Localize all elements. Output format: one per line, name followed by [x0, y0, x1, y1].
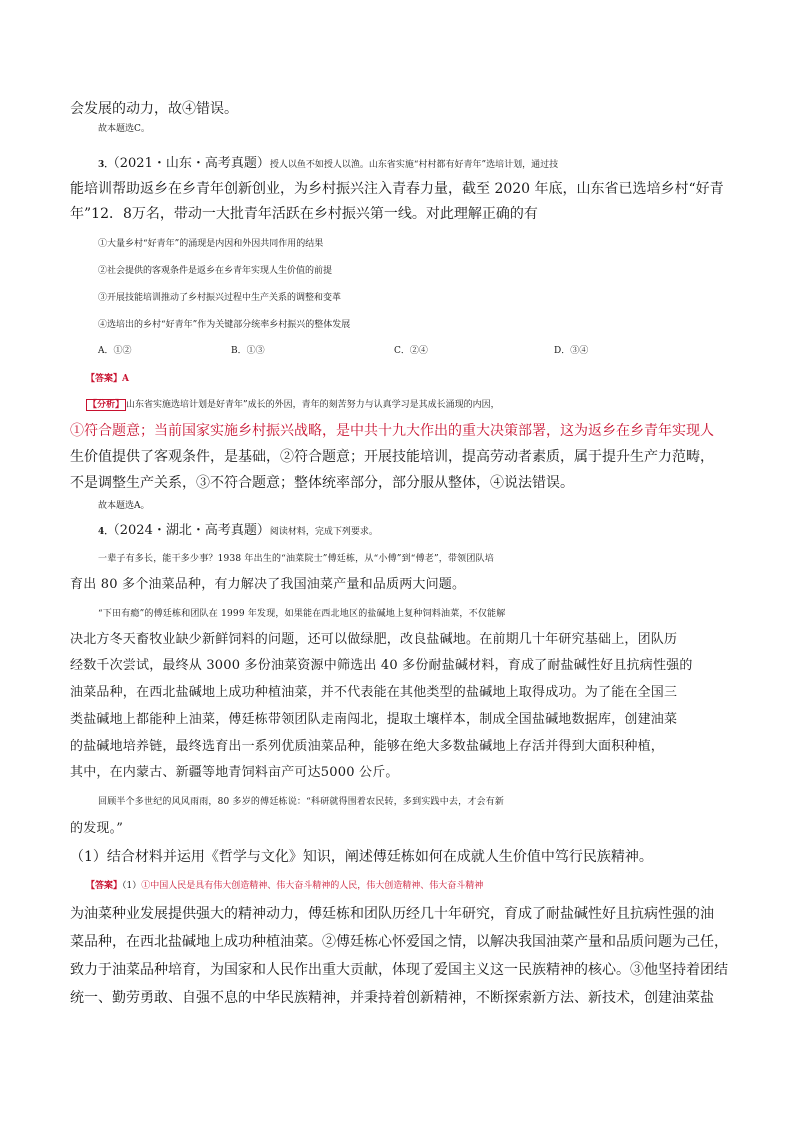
prev-answer-line: 故本题选C。	[98, 124, 150, 134]
question-3-analysis-line3: 生价值提供了客观条件，是基础，②符合题意；开展技能培训，提高劳动者素质，属于提升生产力范畴，	[70, 449, 714, 465]
analysis-text-2: ①符合题意；当前国家实施乡村振兴战略，是中共十九大作出的重大决策部署，这为返乡在乡青年实现人	[70, 423, 714, 439]
question-3-analysis-line4: 不是调整生产关系，③不符合题意；整体统率部分，部分服从整体，④说法错误。	[70, 475, 574, 491]
material-line: 油菜品种，在西北盐碱地上成功种植油菜，并不代表能在其他类型的盐碱地上取得成功。为了能在全国三	[70, 685, 678, 700]
answer-number: （1）	[122, 881, 142, 891]
question-3-item-2: ②社会提供的客观条件是返乡在乡青年实现人生价值的前提	[98, 266, 333, 276]
question-3-item-3: ③开展技能培训推动了乡村振兴过程中生产关系的调整和变革	[98, 293, 342, 303]
answer-text-3: 菜品种，在西北盐碱地上成功种植油菜。②傅廷栋心怀爱国之情，以解决我国油菜产量和品质问题为己任，	[70, 934, 728, 950]
question-4-answer-line3	[70, 933, 730, 951]
question-3-stem-line3: 年”12．8万名，带动一大批青年活跃在乡村振兴第一线。对此理解正确的有	[70, 206, 538, 222]
prev-conclusion-text: 会发展的动力，故④错误。	[70, 101, 238, 117]
option-d: D．③④	[554, 346, 589, 356]
question-3-answer	[86, 370, 746, 388]
question-4-sub1: （1）结合材料并运用《哲学与文化》知识，阐述傅廷栋如何在成就人生价值中笃行民族精神。	[70, 849, 653, 865]
analysis-text-1: 山东省实施选培计划是好青年”成长的外因，青年的刻苦努力与认真学习是其成长涌现的内因，	[126, 400, 500, 410]
question-3-number: 3．	[98, 160, 114, 170]
option-a: A．①②	[98, 346, 132, 356]
question-3-stem-line2: 能培训帮助返乡在乡青年创新创业，为乡村振兴注入青春力量，截至 2020 年底，山东省已选培乡村“好青	[70, 181, 724, 197]
question-3-source: （2021・山东・高考真题）	[113, 156, 270, 171]
analysis-label: 【分析】	[88, 400, 125, 410]
material-line: 决北方冬天畜牧业缺少新鲜饲料的问题，还可以做绿肥，改良盐碱地。在前期几十年研究基础上，团队历	[70, 632, 678, 647]
question-3-item-4: ④选培出的乡村“好青年”作为关键部分统率乡村振兴的整体发展	[98, 320, 351, 330]
question-3-text: 授人以鱼不如授人以渔。山东省实施“村村都有好青年”选培计划，通过技	[269, 160, 559, 170]
material-line: 的发现。”	[70, 821, 124, 836]
material-line: 其中，在内蒙古、新疆等地青饲料亩产可达5000 公斤。	[70, 765, 399, 780]
answer-label: 【答案】	[86, 374, 123, 384]
question-4-text: 阅读材料，完成下列要求。	[269, 527, 378, 537]
question-4-answer-line4	[70, 961, 730, 979]
material-line: 经数千次尝试，最终从 3000 多份油菜资源中筛选出 40 多份耐盐碱材料，育成了耐盐碱性好且抗病性强的	[70, 658, 693, 673]
question-4-answer-line5: 统一、勤劳勇敢、自强不息的中华民族精神，并秉持着创新精神，不断探索新方法、新技术，创建油菜盐	[70, 990, 714, 1006]
answer-value: A	[122, 374, 129, 384]
answer-text-4: 致力于油菜品种培育，为国家和人民作出重大贡献，体现了爱国主义这一民族精神的核心。③他坚持着团结	[70, 962, 728, 978]
answer-label: 【答案】	[86, 881, 123, 891]
question-3-analysis-line1	[86, 396, 746, 414]
option-b: B．①③	[231, 346, 265, 356]
question-3-item-1: ①大量乡村“好青年”的涌现是内因和外因共同作用的结果	[98, 239, 324, 249]
question-3-conclusion: 故本题选A。	[98, 501, 150, 511]
material-line: 回顾半个多世纪的风风雨雨，80 多岁的傅廷栋说：“科研就得围着农民转，多到实践中去，才会有新	[98, 797, 505, 807]
material-line: 育出 80 多个油菜品种，有力解决了我国油菜产量和品质两大问题。	[70, 577, 466, 592]
material-line: “下田有瘾”的傅廷栋和团队在 1999 年发现，如果能在西北地区的盐碱地上复种饲料油菜，不仅能解	[98, 609, 506, 619]
question-4-stem	[98, 522, 758, 541]
question-4-number: 4．	[98, 527, 114, 537]
question-3-options	[98, 342, 758, 360]
material-line: 的盐碱地培养链，最终选育出一系列优质油菜品种，能够在绝大多数盐碱地上存活并得到大面积种植，	[70, 739, 665, 754]
answer-text-1: ①中国人民是具有伟大创造精神、伟大奋斗精神的人民，伟大创造精神、伟大奋斗精神	[141, 881, 484, 891]
question-4-source: （2024・湖北・高考真题）	[113, 523, 270, 538]
option-c: C．②④	[394, 346, 428, 356]
question-4-answer-line1	[86, 877, 746, 895]
question-3-analysis-line2	[70, 422, 730, 440]
material-line: 类盐碱地上都能种上油菜，傅廷栋带领团队走南闯北，提取土壤样本，制成全国盐碱地数据库，创建油菜	[70, 712, 678, 727]
question-3-stem-line1	[98, 155, 758, 174]
material-line: 一辈子有多长，能干多少事？1938 年出生的“油菜院士”傅廷栋，从“小傅”到“傅老”，带领团队培	[98, 554, 494, 564]
question-4-answer-line2: 为油菜种业发展提供强大的精神动力，傅廷栋和团队历经几十年研究，育成了耐盐碱性好且抗病性强的油	[70, 906, 714, 922]
